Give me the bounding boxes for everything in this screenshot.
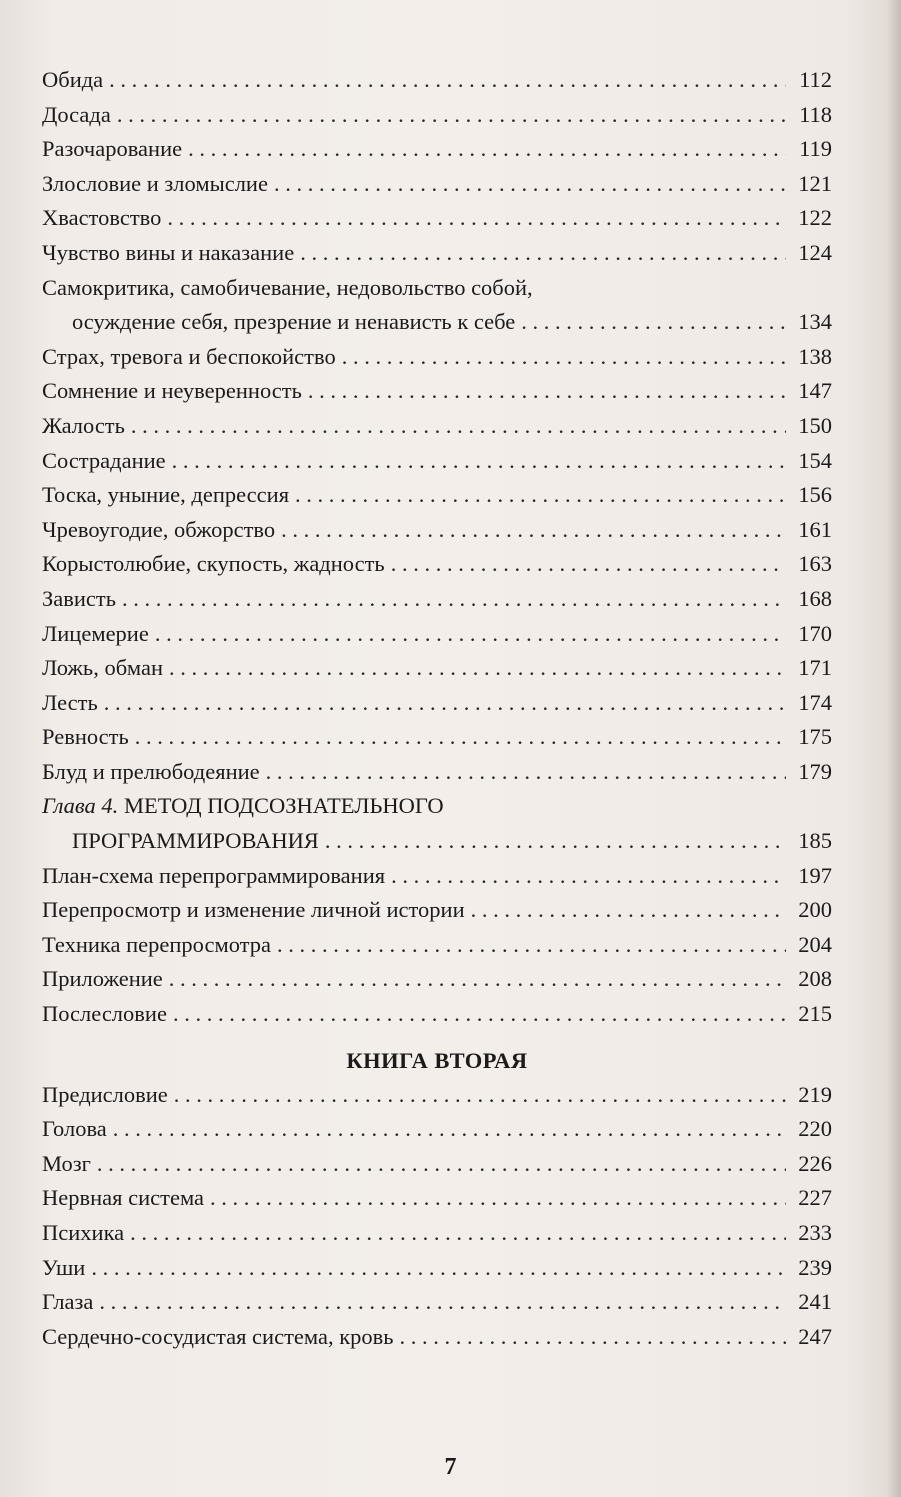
toc-entry-title: Тоска, уныние, депрессия — [42, 482, 290, 508]
toc-entry-title: Лесть — [42, 689, 98, 715]
leader-dots — [130, 1216, 786, 1251]
toc-entry-page: 200 — [798, 897, 832, 923]
toc-entry — [42, 201, 832, 236]
toc-entry — [42, 478, 832, 513]
leader-dots — [400, 1320, 786, 1355]
toc-entry — [42, 167, 832, 202]
toc-group-1 — [42, 63, 832, 271]
toc-entry-title: Предисловие — [42, 1081, 168, 1107]
leader-dots — [325, 824, 786, 859]
toc-entry — [42, 1078, 832, 1113]
toc-group-3 — [42, 859, 832, 1032]
leader-dots — [155, 617, 786, 652]
toc-entry — [42, 997, 832, 1032]
toc-entry-title: Чревоугодие, обжорство — [42, 516, 276, 542]
toc-entry — [42, 1112, 832, 1147]
toc-entry-title: Жалость — [42, 412, 125, 438]
toc-entry — [42, 374, 832, 409]
chapter-title-line1: МЕТОД ПОДСОЗНАТЕЛЬНОГО — [123, 793, 444, 819]
toc-entry — [42, 513, 832, 548]
book-two-heading: КНИГА ВТОРАЯ — [346, 1047, 528, 1073]
toc-entry-title: Лицемерие — [42, 620, 149, 646]
toc-entry-page: 208 — [798, 966, 832, 992]
toc-entry-title: Уши — [42, 1254, 86, 1280]
leader-dots — [122, 582, 786, 617]
leader-dots — [99, 1285, 786, 1320]
leader-dots — [173, 997, 786, 1032]
leader-dots — [471, 893, 786, 928]
toc-entry — [42, 1216, 832, 1251]
toc-entry-page: 204 — [798, 931, 832, 957]
chapter-page: 185 — [798, 828, 832, 854]
toc-entry-title: Зависть — [42, 585, 117, 611]
toc-entry — [42, 1251, 832, 1286]
leader-dots — [295, 478, 786, 513]
toc-entry — [42, 340, 832, 375]
toc-entry-page: 112 — [799, 67, 832, 92]
toc-entry-page: 122 — [798, 205, 832, 231]
chapter-title-line2: ПРОГРАММИРОВАНИЯ — [72, 828, 319, 854]
toc-entry — [42, 1285, 832, 1320]
leader-dots — [104, 686, 786, 721]
toc-entry — [42, 893, 832, 928]
toc-entry-title: Сомнение и неуверенность — [42, 378, 302, 404]
toc-entry — [42, 651, 832, 686]
toc-entry-page: 241 — [798, 1289, 832, 1315]
toc-entry — [42, 582, 832, 617]
leader-dots — [391, 547, 786, 582]
toc-entry-page: 121 — [798, 170, 832, 196]
toc-group-book2 — [42, 1078, 832, 1355]
leader-dots — [172, 444, 786, 479]
table-of-contents — [42, 63, 832, 1354]
toc-entry-title: Ревность — [42, 724, 129, 750]
toc-entry — [42, 236, 832, 271]
toc-entry-page: 163 — [798, 551, 832, 577]
leader-dots — [521, 305, 786, 340]
toc-entry — [42, 962, 832, 997]
leader-dots — [274, 167, 786, 202]
toc-entry-title: Сердечно-сосудистая система, кровь — [42, 1323, 394, 1349]
toc-entry-page: 233 — [798, 1220, 832, 1245]
toc-entry-title: План-схема перепрограммирования — [42, 862, 386, 888]
toc-entry — [42, 1320, 832, 1355]
toc-entry-title: Голова — [42, 1116, 107, 1142]
toc-entry-page: 175 — [798, 724, 832, 750]
toc-entry-title: Злословие и зломыслие — [42, 170, 268, 196]
toc-entry-page: 226 — [798, 1150, 832, 1176]
leader-dots — [308, 374, 786, 409]
toc-entry-page: 170 — [798, 620, 832, 646]
leader-dots — [174, 1078, 786, 1113]
toc-entry-title: Психика — [42, 1220, 125, 1245]
leader-dots — [277, 928, 786, 963]
toc-entry — [42, 1181, 832, 1216]
toc-entry-page: 174 — [798, 689, 832, 715]
leader-dots — [97, 1147, 786, 1182]
toc-entry — [42, 928, 832, 963]
toc-entry-page: 247 — [798, 1323, 832, 1349]
toc-entry — [42, 859, 832, 894]
toc-entry — [42, 63, 832, 98]
toc-entry-page: 227 — [798, 1185, 832, 1211]
chapter-heading-line1 — [42, 789, 832, 824]
leader-dots — [210, 1181, 786, 1216]
toc-entry-title: Глаза — [42, 1289, 94, 1315]
toc-entry-page: 147 — [798, 378, 832, 404]
toc-entry — [42, 305, 832, 340]
toc-entry-page: 161 — [798, 516, 832, 542]
leader-dots — [91, 1251, 786, 1286]
toc-entry — [42, 755, 832, 790]
toc-entry — [42, 409, 832, 444]
toc-entry-title: Мозг — [42, 1150, 91, 1176]
chapter-heading-line2 — [42, 824, 832, 859]
leader-dots — [167, 201, 786, 236]
toc-entry-page: 156 — [798, 482, 832, 508]
toc-entry — [42, 547, 832, 582]
toc-entry-page: 150 — [798, 412, 832, 438]
toc-entry-page: 179 — [798, 758, 832, 784]
leader-dots — [342, 340, 786, 375]
toc-entry-page: 138 — [798, 343, 832, 369]
toc-entry — [42, 617, 832, 652]
toc-entry-page: 239 — [798, 1254, 832, 1280]
toc-entry-title: Хвастовство — [42, 205, 162, 231]
toc-entry-title: осуждение себя, презрение и ненависть к себе — [72, 309, 516, 335]
leader-dots — [109, 63, 786, 98]
leader-dots — [117, 98, 786, 133]
toc-entry-page: 220 — [798, 1116, 832, 1142]
leader-dots — [169, 651, 786, 686]
toc-entry-page: 134 — [798, 309, 832, 335]
toc-entry-line1: Самокритика, самобичевание, недовольство собой, — [42, 274, 533, 300]
page-number: 7 — [444, 1454, 457, 1480]
toc-entry-page: 219 — [798, 1081, 832, 1107]
toc-entry-title: Чувство вины и наказание — [42, 239, 295, 265]
toc-entry-title: Корыстолюбие, скупость, жадность — [42, 551, 385, 577]
toc-entry-page: 171 — [798, 655, 832, 681]
page-edge-shadow — [887, 0, 901, 1497]
leader-dots — [188, 132, 786, 167]
leader-dots — [113, 1112, 786, 1147]
leader-dots — [391, 859, 786, 894]
chapter-label: Глава 4. — [42, 793, 119, 819]
toc-entry-page: 154 — [798, 447, 832, 473]
toc-entry — [42, 686, 832, 721]
leader-dots — [135, 720, 786, 755]
toc-entry-title: Техника перепросмотра — [42, 931, 271, 957]
toc-entry-title: Сострадание — [42, 447, 166, 473]
toc-group-2 — [42, 340, 832, 790]
toc-entry-title: Разочарование — [42, 136, 183, 162]
toc-entry-title: Перепросмотр и изменение личной истории — [42, 897, 465, 923]
toc-entry — [42, 444, 832, 479]
toc-entry-page: 124 — [798, 239, 832, 265]
toc-entry — [42, 1147, 832, 1182]
leader-dots — [169, 962, 786, 997]
leader-dots — [300, 236, 786, 271]
toc-entry — [42, 98, 832, 133]
toc-entry-title: Страх, тревога и беспокойство — [42, 343, 336, 369]
toc-entry-page: 215 — [798, 1001, 832, 1027]
toc-entry-page: 119 — [799, 136, 832, 162]
toc-entry — [42, 132, 832, 167]
toc-entry-page: 168 — [798, 585, 832, 611]
toc-entry-title: Блуд и прелюбодеяние — [42, 758, 260, 784]
toc-entry — [42, 720, 832, 755]
toc-entry-page: 197 — [798, 862, 832, 888]
toc-entry-title: Ложь, обман — [42, 655, 164, 681]
leader-dots — [281, 513, 786, 548]
toc-entry-title: Нервная система — [42, 1185, 205, 1211]
toc-entry-title: Послесловие — [42, 1001, 167, 1027]
leader-dots — [266, 755, 786, 790]
toc-entry-page: 118 — [799, 101, 832, 127]
toc-entry-title: Обида — [42, 67, 104, 92]
toc-entry-title: Приложение — [42, 966, 163, 992]
leader-dots — [131, 409, 786, 444]
toc-entry-title: Досада — [42, 101, 111, 127]
